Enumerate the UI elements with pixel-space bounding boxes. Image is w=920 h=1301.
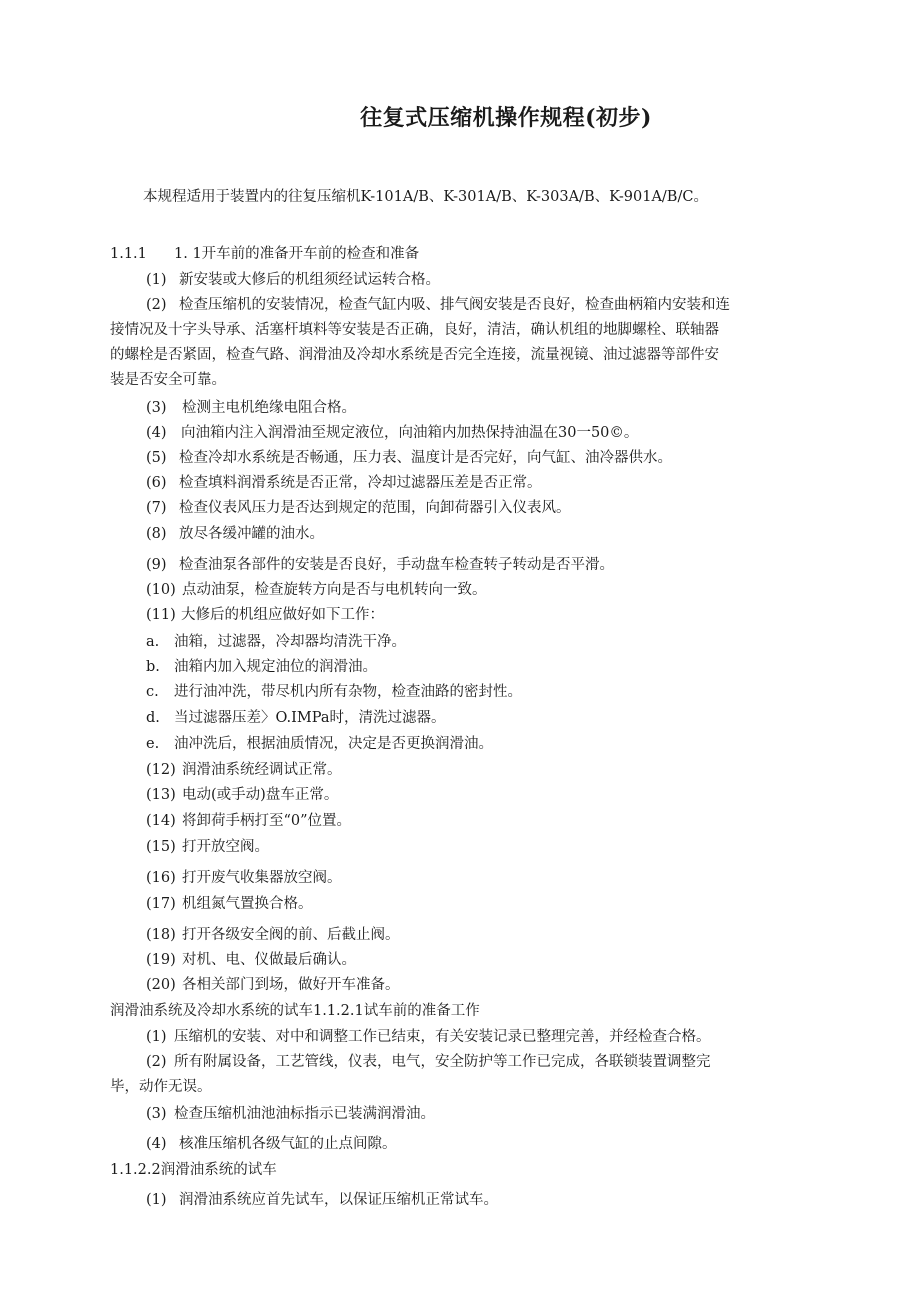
list-item: c. 进行油冲洗，带尽机内所有杂物，检查油路的密封性。 <box>146 684 522 700</box>
list-item: a. 油箱，过滤器，冷却器均清洗干净。 <box>146 634 406 650</box>
section-heading <box>110 244 419 264</box>
list-item: (13) 电动(或手动)盘车正常。 <box>146 787 339 803</box>
list-item: (7) 检查仪表风压力是否达到规定的范围，向卸荷器引入仪表风。 <box>146 500 571 516</box>
list-item: (2) 所有附属设备，工艺管线，仪表，电气，安全防护等工作已完成，各联锁装置调整完 <box>146 1054 711 1070</box>
list-item: (9) 检查油泵各部件的安装是否良好，手动盘车检查转子转动是否平滑。 <box>146 557 614 573</box>
section-title: 1. 1开车前的准备开车前的检查和准备 <box>174 246 420 262</box>
list-item: (10) 点动油泵，检查旋转方向是否与电机转向一致。 <box>146 582 487 598</box>
list-item: (1) 润滑油系统应首先试车，以保证压缩机正常试车。 <box>146 1192 498 1208</box>
list-item: (18) 打开各级安全阀的前、后截止阀。 <box>146 927 400 943</box>
list-item: (20) 各相关部门到场，做好开车准备。 <box>146 977 400 993</box>
section-number: 1.1.1 <box>110 246 147 262</box>
list-item: (2) 检查压缩机的安装情况，检查气缸内吸、排气阀安装是否良好，检查曲柄箱内安装和连 <box>146 297 730 313</box>
page-title: 往复式压缩机操作规程(初步) <box>360 105 652 131</box>
list-item: (11) 大修后的机组应做好如下工作： <box>146 607 384 623</box>
list-item: (5) 检查冷却水系统是否畅通，压力表、温度计是否完好，向气缸、油冷器供水。 <box>146 450 672 466</box>
intro-paragraph: 本规程适用于装置内的往复压缩机K-101A/B、K-301A/B、K-303A/B、K-901A/B/C。 <box>143 189 708 205</box>
list-item: (3) 检查压缩机油池油标指示已装满润滑油。 <box>146 1106 435 1122</box>
list-item: (3) 检测主电机绝缘电阻合格。 <box>146 400 356 416</box>
list-item: (14) 将卸荷手柄打至“0”位置。 <box>146 813 352 829</box>
list-item: (1) 压缩机的安装、对中和调整工作已结束，有关安装记录已整理完善，并经检查合格。 <box>146 1029 711 1045</box>
list-item: (6) 检查填料润滑系统是否正常，冷却过滤器压差是否正常。 <box>146 475 542 491</box>
list-item: (15) 打开放空阀。 <box>146 839 269 855</box>
list-item-continuation: 装是否安全可靠。 <box>110 372 226 388</box>
section-heading: 润滑油系统及冷却水系统的试车1.1.2.1试车前的准备工作 <box>110 1003 480 1019</box>
list-item: b. 油箱内加入规定油位的润滑油。 <box>146 659 377 675</box>
list-item: (1) 新安装或大修后的机组须经试运转合格。 <box>146 272 440 288</box>
list-item: e. 油冲洗后，根据油质情况，决定是否更换润滑油。 <box>146 736 493 752</box>
list-item: d. 当过滤器压差〉O.IMPa时，清洗过滤器。 <box>146 710 446 726</box>
list-item: (8) 放尽各缓冲罐的油水。 <box>146 526 324 542</box>
list-item: (17) 机组氮气置换合格。 <box>146 896 313 912</box>
list-item: (16) 打开废气收集器放空阀。 <box>146 870 342 886</box>
section-heading: 1.1.2.2润滑油系统的试车 <box>110 1162 277 1178</box>
list-item-continuation: 接情况及十字头导承、活塞杆填料等安装是否正确，良好，清洁，确认机组的地脚螺栓、联轴器 <box>110 322 719 338</box>
list-item: (4) 核准压缩机各级气缸的止点间隙。 <box>146 1136 397 1152</box>
list-item: (19) 对机、电、仪做最后确认。 <box>146 952 356 968</box>
list-item-continuation: 的螺栓是否紧固，检查气路、润滑油及冷却水系统是否完全连接，流量视镜、油过滤器等部件安 <box>110 347 719 363</box>
list-item: (12) 润滑油系统经调试正常。 <box>146 762 342 778</box>
list-item-continuation: 毕，动作无误。 <box>110 1079 212 1095</box>
list-item: (4) 向油箱内注入润滑油至规定液位，向油箱内加热保持油温在30一50©。 <box>146 425 639 441</box>
